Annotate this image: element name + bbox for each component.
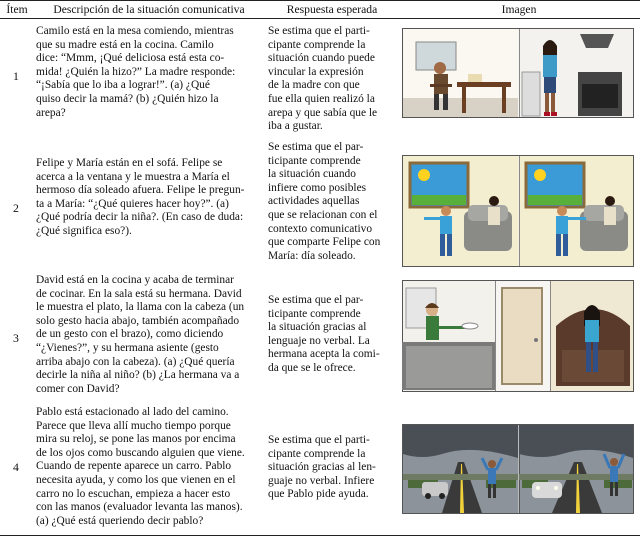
row-2-illustration [402,155,634,267]
header-description: Descripción de la situación comunicativa [53,3,245,16]
row-3-item: 3 [13,331,19,345]
row-4-illustration [402,424,634,514]
row-3-description: David está en la cocina y acaba de terminar de cocinar. En la sala está su hermana. David le muestra el plato, la llama con la cabeza (un solo gesto hacia abajo, también acompañado de un gesto con el brazo), como diciendo “¿Vienes?”, y su hermana asiente (gesto arriba abajo con la cabeza). (a) ¿Qué quería decirle la niña al niño? (b) ¿La hermana va a comer con David? [36,274,245,395]
row-1-description: Camilo está en la mesa comiendo, mientras que su madre está en la cocina. Camilo dice: “Mmm, ¡Qué deliciosa está esta co- mida! ¿Quién la hizo?” La madre responde: “¡Sabía que lo iba a lograr!”. (a) ¿Qué quiso decir la mamá? (b) ¿Quién hizo la arepa? [36,25,236,119]
header-response: Respuesta esperada [286,3,378,16]
row-2-response: Se estima que el par- ticipante comprende la situación cuando infiere como posibles actividades aquellas que se relacionan con el contexto comunicativo que comparte Felipe con María: día soleado. [268,141,381,262]
row-1-response: Se estima que el parti- cipante comprende la situación cuando puede vincular la expresión de la madre con que fue ella quien realizó la arepa y que sabía que le iba a gustar. [268,25,378,133]
row-4-description: Pablo está estacionado al lado del camino. Parece que lleva allí mucho tiempo porque mira su reloj, se pone las manos por encima de los ojos como buscando alguien que viene. Cuando de repente aparece un carro. Pablo necesita ayuda, y como los que vienen en el carro no lo escuchan, empieza a hacer esto con las manos (evaluador levanta las manos). (a) ¿Qué está queriendo decir pablo? [36,406,245,527]
row-2-item: 2 [13,201,19,215]
row-4-response: Se estima que el parti- cipante comprende la situación gracias al len- guaje no verbal. Infiere que Pablo pide ayuda. [268,434,376,501]
row-1-item: 1 [13,69,19,83]
header-image: Imagen [501,3,537,16]
header-item: Ítem [6,3,28,16]
header-rule [0,18,640,19]
row-4-item: 4 [13,460,19,474]
bottom-rule [0,535,640,536]
row-3-response: Se estima que el par- ticipante comprende la situación gracias al lenguaje no verbal. La hermana acepta la comi- da que se le ofrece. [268,294,380,374]
row-1-illustration [402,28,634,118]
top-rule [0,0,640,1]
row-3-illustration [402,280,634,392]
row-2-description: Felipe y María están en el sofá. Felipe se acerca a la ventana y le muestra a María el hermoso día soleado afuera. Felipe le pregun- ta a María: “¿Qué quieres hacer hoy?”. (a) ¿Qué podría decir la niña?. (En caso de duda: ¿Qué significa eso?). [36,157,245,237]
